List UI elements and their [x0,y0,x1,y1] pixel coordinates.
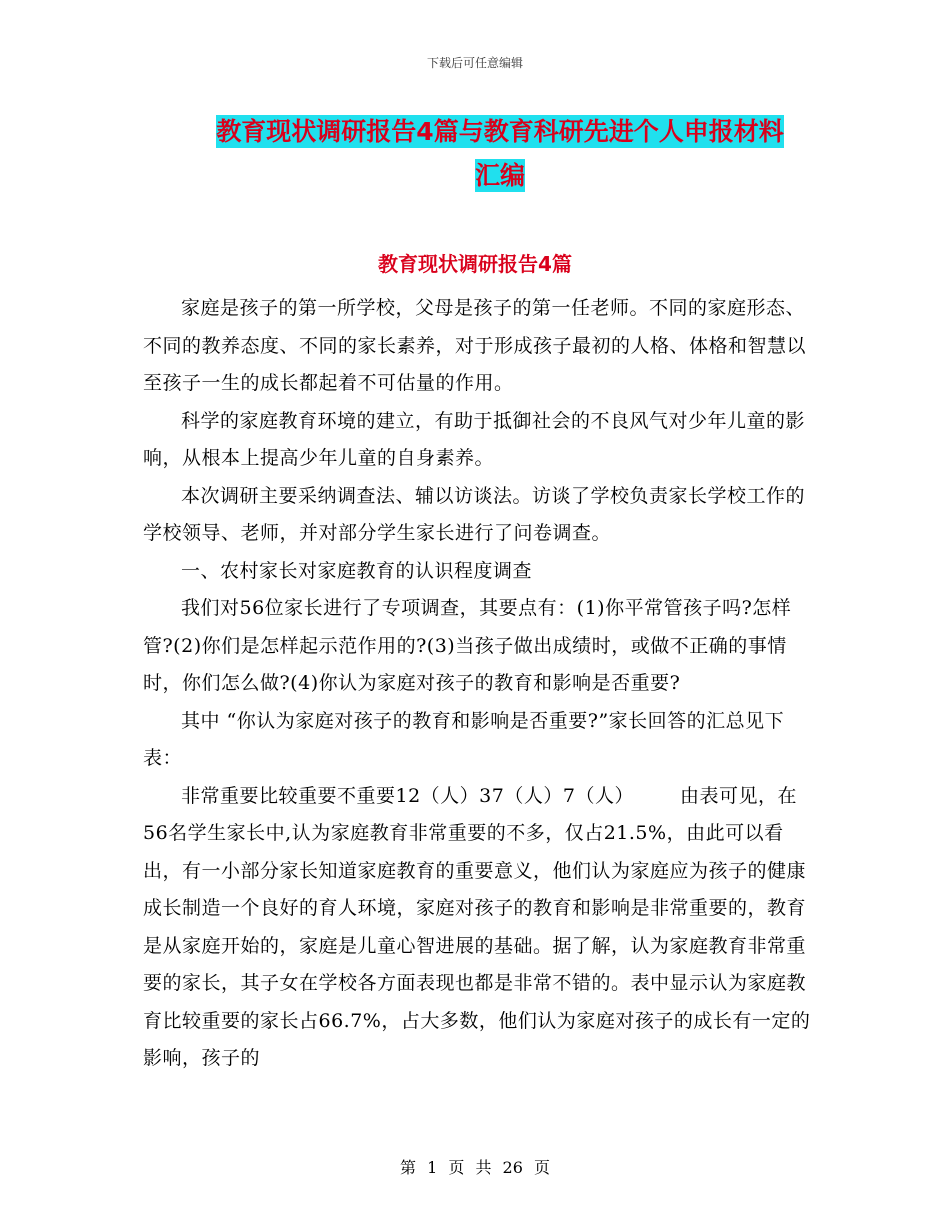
title-line-2: 汇编 [474,161,525,190]
body-text [143,290,811,1078]
page-footer: 第 1 页 共 26 页 [400,1158,550,1177]
paragraph: 科学的家庭教育环境的建立，有助于抵御社会的不良风气对少年儿童的影响，从根本上提高少年儿童的自身素养。 [143,409,806,469]
paragraph-heading: 一、农村家长对家庭教育的认识程度调查 [181,559,533,582]
inline-table-text: 非常重要比较重要不重要12（人）37（人）7（人） [181,784,634,807]
paragraph [143,778,811,1078]
paragraph: 本次调研主要采纳调查法、辅以访谈法。访谈了学校负责家长学校工作的学校领导、老师，并对部分学生家长进行了问卷调查。 [143,484,806,544]
title-line-1: 教育现状调研报告4篇与教育科研先进个人申报材料 [216,117,784,146]
paragraph-continuation: 由表可见，在56名学生家长中,认为家庭教育非常重要的不多，仅占21.5%，由此可以看出，有一小部分家长知道家庭教育的重要意义，他们认为家庭应为孩子的健康成长制造一个良好的育人环境，家庭对孩子的教育和影响是非常重要的，教育是从家庭开始的，家庭是儿童心智进展的基础。据了解，认为家庭教育非常重要的家长，其子女在学校各方面表现也都是非常不错的。表中显示认为家庭教育比较重要的家长占66.7%，占大多数，他们认为家庭对孩子的成长有一定的影响，孩子的 [143,784,811,1069]
header-note: 下载后可任意编辑 [426,56,523,70]
paragraph: 其中 “你认为家庭对孩子的教育和影响是否重要?”家长回答的汇总见下表： [143,709,785,769]
section-title: 教育现状调研报告4篇 [378,252,572,276]
paragraph: 我们对56位家长进行了专项调查，其要点有：(1)你平常管孩子吗?怎样管?(2)你们是怎样起示范作用的?(3)当孩子做出成绩时，或做不正确的事情时，你们怎么做?(4)你认为家庭对孩子的教育和影响是否重要? [143,597,792,694]
paragraph: 家庭是孩子的第一所学校，父母是孩子的第一任老师。不同的家庭形态、不同的教养态度、不同的家长素养，对于形成孩子最初的人格、体格和智慧以至孩子一生的成长都起着不可估量的作用。 [143,297,807,394]
document-title [190,110,810,198]
